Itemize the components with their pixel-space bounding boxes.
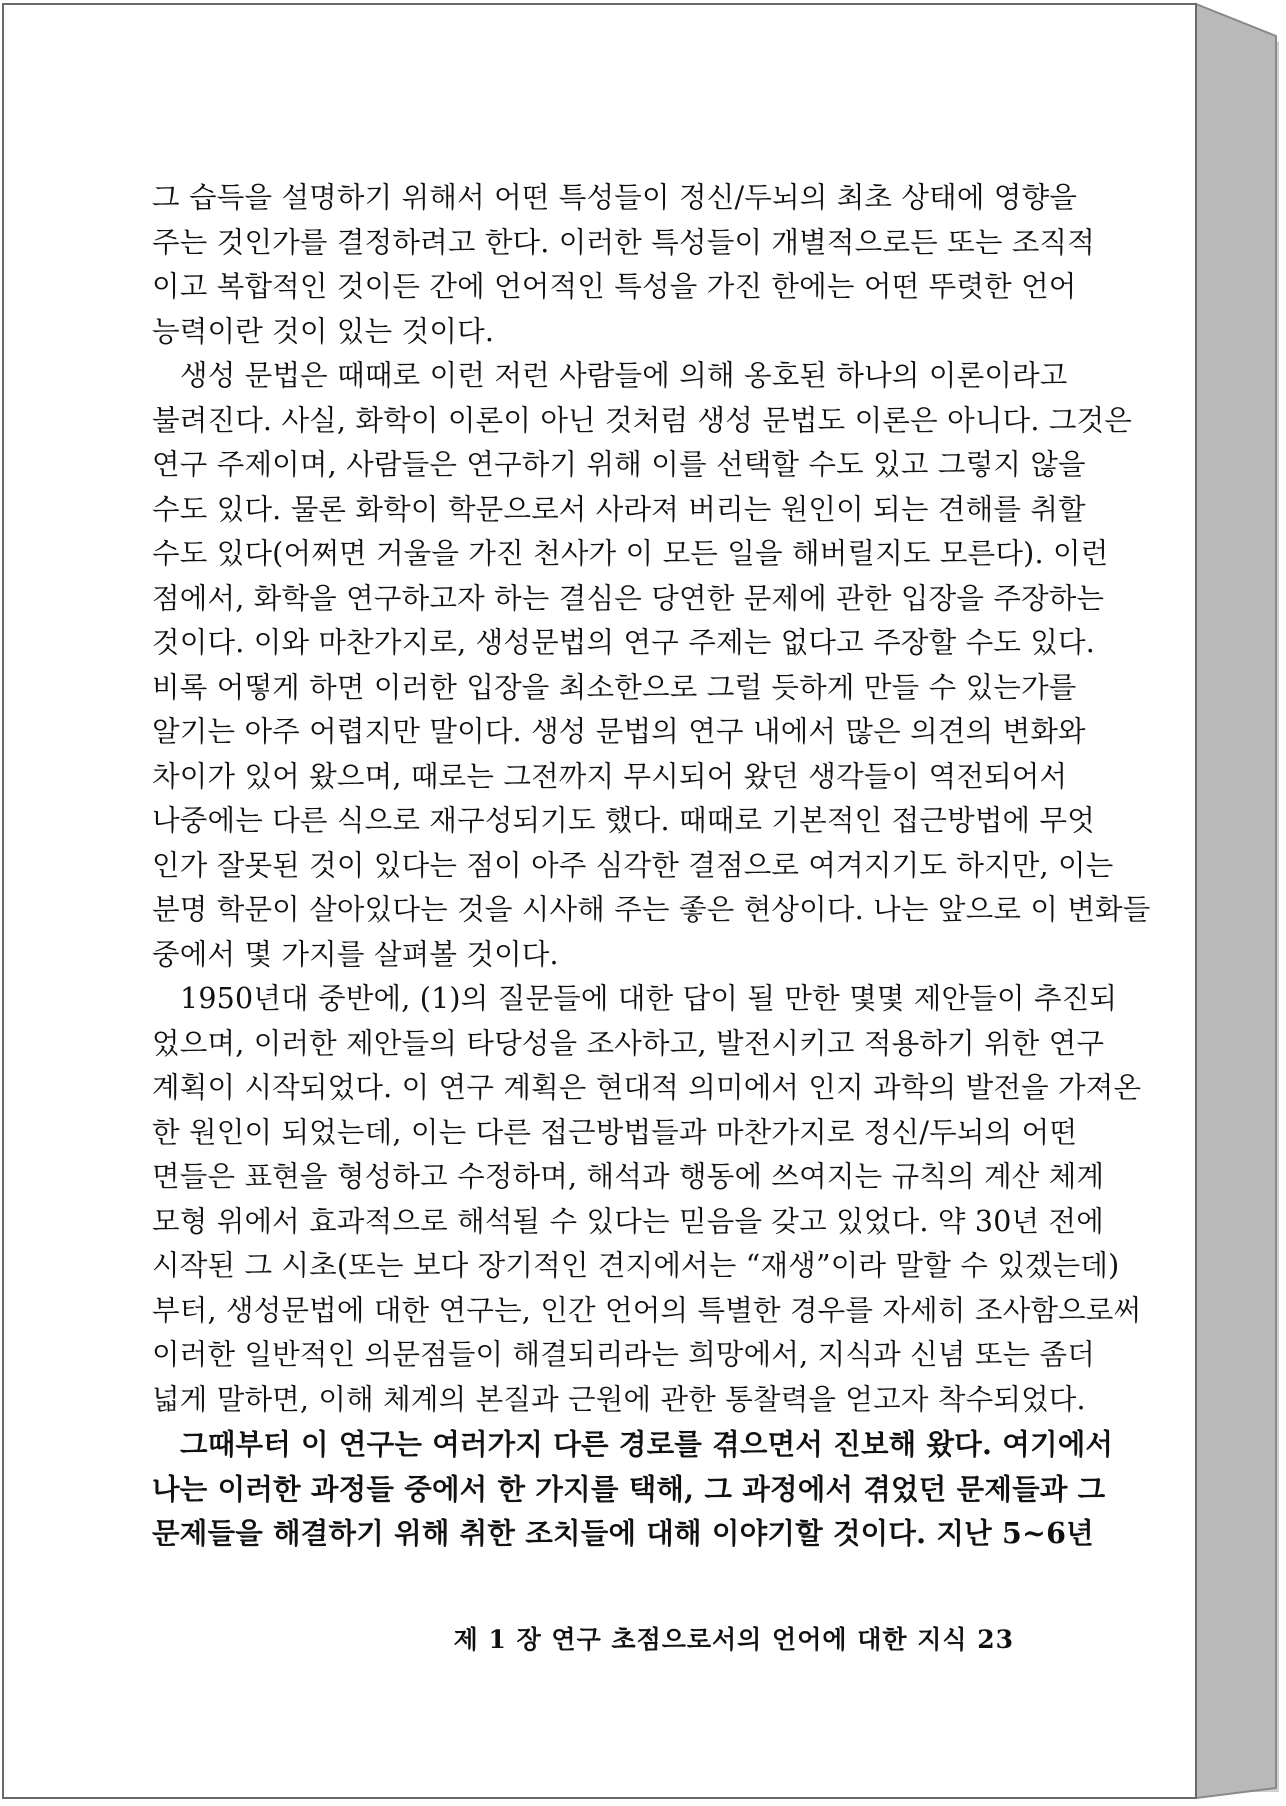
text-line: 문제들을 해결하기 위해 취한 조치들에 대해 이야기할 것이다. 지난 5~6년 bbox=[152, 1516, 1094, 1550]
text-line: 점에서, 화학을 연구하고자 하는 결심은 당연한 문제에 관한 입장을 주장하는 bbox=[152, 581, 1105, 615]
text-line: 었으며, 이러한 제안들의 타당성을 조사하고, 발전시키고 적용하기 위한 연구 bbox=[152, 1026, 1105, 1060]
text-line: 이러한 일반적인 의문점들이 해결되리라는 희망에서, 지식과 신념 또는 좀더 bbox=[152, 1338, 1095, 1371]
text-line: 인가 잘못된 것이 있다는 점이 아주 심각한 결점으로 여겨지기도 하지만, 이는 bbox=[152, 848, 1114, 882]
text-line: 시작된 그 시초(또는 보다 장기적인 견지에서는 “재생”이라 말할 수 있겠는데) bbox=[152, 1249, 1120, 1282]
text-line: 능력이란 것이 있는 것이다. bbox=[152, 314, 495, 348]
text-line: 분명 학문이 살아있다는 것을 시사해 주는 좋은 현상이다. 나는 앞으로 이 변화들 bbox=[152, 893, 1151, 926]
text-line: 수도 있다(어쩌면 거울을 가진 천사가 이 모든 일을 해버릴지도 모른다). 이런 bbox=[152, 537, 1109, 570]
text-line: 면들은 표현을 형성하고 수정하며, 해석과 행동에 쓰여지는 규칙의 계산 체계 bbox=[152, 1160, 1105, 1193]
text-line: 알기는 아주 어렵지만 말이다. 생성 문법의 연구 내에서 많은 의견의 변화와 bbox=[152, 715, 1086, 748]
text-line: 차이가 있어 왔으며, 때로는 그전까지 무시되어 왔던 생각들이 역전되어서 bbox=[152, 759, 1068, 793]
book-spine bbox=[1196, 4, 1276, 1798]
text-line: 모형 위에서 효과적으로 해석될 수 있다는 믿음을 갖고 있었다. 약 30년 전에 bbox=[152, 1204, 1104, 1238]
text-line: 부터, 생성문법에 대한 연구는, 인간 언어의 특별한 경우를 자세히 조사함으로써 bbox=[152, 1293, 1142, 1327]
page-footer: 제 1 장 연구 초점으로서의 언어에 대한 지식 23 bbox=[453, 1625, 1014, 1654]
text-line: 1950년대 중반에, (1)의 질문들에 대한 답이 될 만한 몇몇 제안들이 추진되 bbox=[180, 982, 1118, 1015]
text-line: 수도 있다. 물론 화학이 학문으로서 사라져 버리는 원인이 되는 견해를 취할 bbox=[152, 492, 1086, 526]
text-line: 그때부터 이 연구는 여러가지 다른 경로를 겪으면서 진보해 왔다. 여기에서 bbox=[180, 1427, 1114, 1461]
text-line: 나는 이러한 과정들 중에서 한 가지를 택해, 그 과정에서 겪었던 문제들과 그 bbox=[152, 1471, 1106, 1506]
text-line: 넓게 말하면, 이해 체계의 본질과 근원에 관한 통찰력을 얻고자 착수되었다. bbox=[152, 1382, 1086, 1416]
text-line: 이고 복합적인 것이든 간에 언어적인 특성을 가진 한에는 어떤 뚜렷한 언어 bbox=[152, 270, 1077, 303]
text-line: 나중에는 다른 식으로 재구성되기도 했다. 때때로 기본적인 접근방법에 무엇 bbox=[152, 804, 1095, 837]
text-line: 비록 어떻게 하면 이러한 입장을 최소한으로 그럴 듯하게 만들 수 있는가를 bbox=[152, 670, 1077, 704]
text-line: 것이다. 이와 마찬가지로, 생성문법의 연구 주제는 없다고 주장할 수도 있다. bbox=[152, 626, 1096, 659]
text-line: 불려진다. 사실, 화학이 이론이 아닌 것처럼 생성 문법도 이론은 아니다. 그것은 bbox=[152, 403, 1133, 437]
text-line: 그 습득을 설명하기 위해서 어떤 특성들이 정신/두뇌의 최초 상태에 영향을 bbox=[152, 181, 1078, 214]
text-line: 계획이 시작되었다. 이 연구 계획은 현대적 의미에서 인지 과학의 발전을 가져온 bbox=[152, 1071, 1142, 1104]
text-line: 중에서 몇 가지를 살펴볼 것이다. bbox=[152, 937, 559, 971]
text-line: 연구 주제이며, 사람들은 연구하기 위해 이를 선택할 수도 있고 그렇지 않을 bbox=[152, 448, 1086, 481]
text-line: 생성 문법은 때때로 이런 저런 사람들에 의해 옹호된 하나의 이론이라고 bbox=[180, 359, 1068, 392]
body-text bbox=[152, 176, 1151, 1556]
text-line: 주는 것인가를 결정하려고 한다. 이러한 특성들이 개별적으로든 또는 조직적 bbox=[152, 225, 1095, 259]
text-line: 한 원인이 되었는데, 이는 다른 접근방법들과 마찬가지로 정신/두뇌의 어떤 bbox=[152, 1115, 1078, 1149]
